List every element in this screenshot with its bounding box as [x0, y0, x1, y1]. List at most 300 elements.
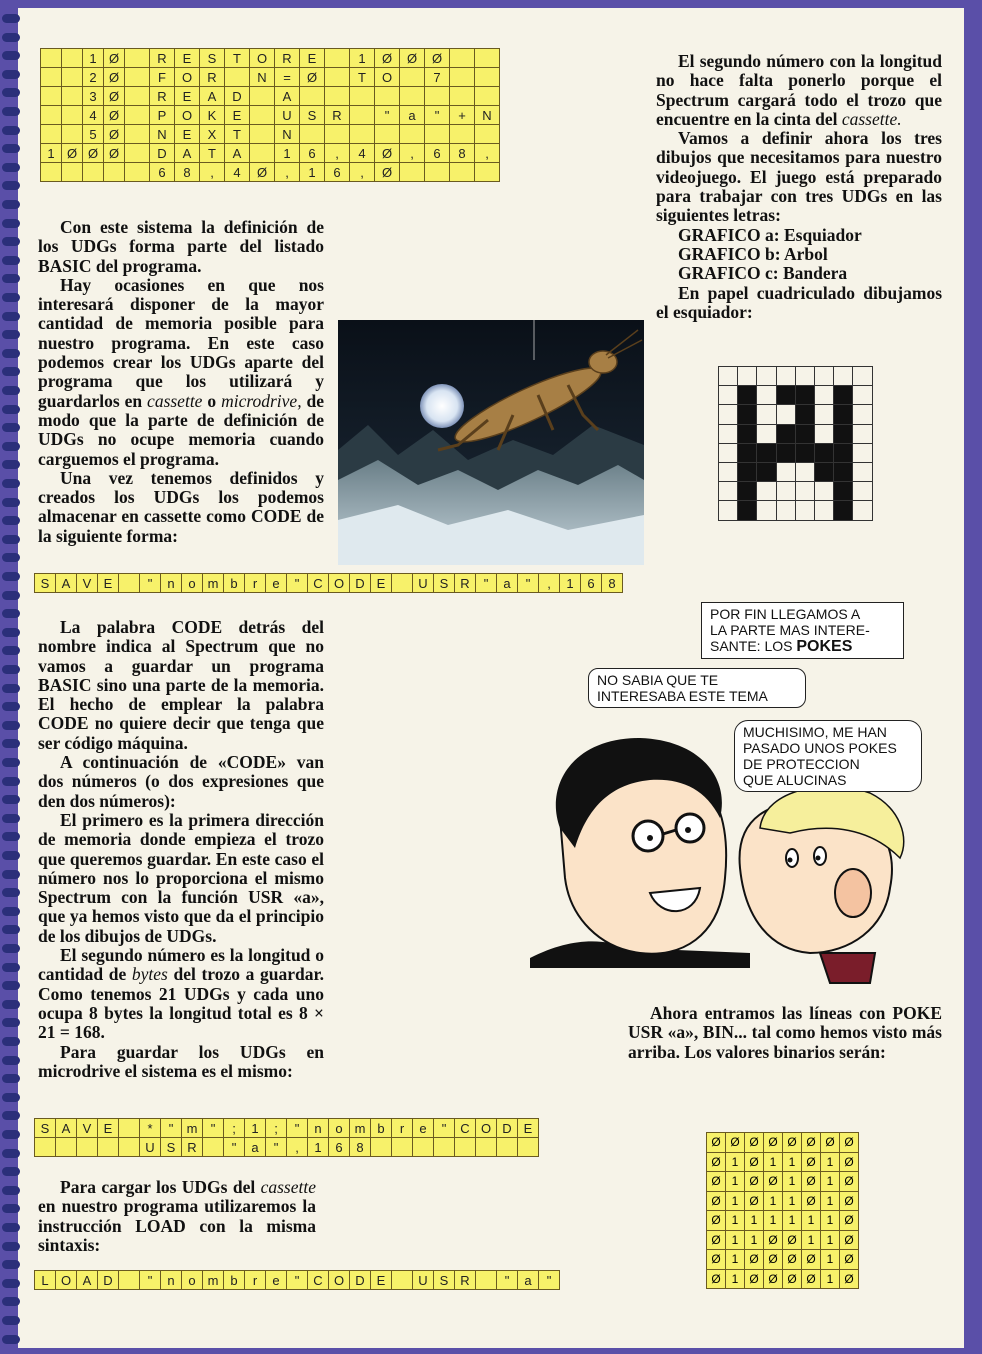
code-cell: e	[266, 574, 287, 593]
code-cell	[125, 106, 150, 125]
code-cell: 1	[308, 1138, 329, 1157]
binary-row	[707, 1133, 859, 1153]
binary-cell: 1	[726, 1211, 745, 1231]
binary-cell: Ø	[707, 1250, 726, 1270]
binary-row	[707, 1211, 859, 1231]
binary-cell: 1	[783, 1191, 802, 1211]
code-cell	[400, 125, 425, 144]
code-cell: Ø	[250, 163, 275, 182]
binary-cell: Ø	[745, 1269, 764, 1289]
code-cell	[125, 144, 150, 163]
binary-cell: 1	[745, 1230, 764, 1250]
code-cell: U	[140, 1138, 161, 1157]
code-cell: "	[375, 106, 400, 125]
spiral-coil	[2, 516, 20, 525]
grid-cell	[776, 424, 795, 443]
code-row	[35, 1271, 560, 1290]
code-cell: E	[175, 87, 200, 106]
code-cell: 6	[425, 144, 450, 163]
code-cell: Ø	[400, 49, 425, 68]
code-cell	[425, 125, 450, 144]
graphic-b-line: GRAFICO b: Arbol	[678, 243, 828, 264]
spiral-coil	[2, 405, 20, 414]
grid-cell	[814, 386, 833, 405]
code-cell: "	[203, 1119, 224, 1138]
code-cell: S	[200, 49, 225, 68]
code-cell: "	[287, 1119, 308, 1138]
code-cell	[450, 125, 475, 144]
code-cell: E	[175, 49, 200, 68]
code-cell: Ø	[104, 125, 125, 144]
grid-cell	[834, 462, 853, 481]
grid-cell	[757, 443, 776, 462]
right-column-text-2	[628, 1004, 942, 1062]
binary-values-table	[706, 1132, 859, 1289]
binary-cell: Ø	[802, 1152, 821, 1172]
spiral-coil	[2, 460, 20, 469]
code-cell	[119, 1271, 140, 1290]
code-cell: ,	[539, 574, 560, 593]
code-cell: E	[371, 574, 392, 593]
spiral-coil	[2, 832, 20, 841]
spiral-coil	[2, 1204, 20, 1213]
grid-cell	[795, 405, 814, 424]
binary-cell: Ø	[802, 1133, 821, 1153]
code-cell	[250, 144, 275, 163]
spiral-coil	[2, 1074, 20, 1083]
binary-cell: 1	[745, 1211, 764, 1231]
grid-cell	[834, 443, 853, 462]
binary-cell: Ø	[840, 1133, 859, 1153]
code-cell: E	[175, 125, 200, 144]
code-cell	[450, 68, 475, 87]
spiral-coil	[2, 646, 20, 655]
spiral-coil	[2, 1297, 20, 1306]
spiral-coil	[2, 1335, 20, 1344]
code-cell: 4	[350, 144, 375, 163]
code-cell: m	[182, 1119, 203, 1138]
code-cell: *	[140, 1119, 161, 1138]
code-cell: S	[434, 574, 455, 593]
code-cell	[413, 1138, 434, 1157]
code-cell	[125, 49, 150, 68]
code-cell	[41, 49, 62, 68]
code-cell: O	[175, 68, 200, 87]
binary-cell: Ø	[802, 1250, 821, 1270]
code-cell: U	[413, 574, 434, 593]
paragraph: Para guardar los UDGs en microdrive el sistema es el mismo:	[38, 1041, 324, 1081]
grid-cell	[834, 482, 853, 501]
code-cell: m	[203, 574, 224, 593]
code-cell: E	[225, 106, 250, 125]
code-cell: U	[413, 1271, 434, 1290]
code-cell: N	[250, 68, 275, 87]
code-cell	[475, 68, 500, 87]
spiral-coil	[2, 795, 20, 804]
code-cell	[425, 163, 450, 182]
code-cell: ;	[266, 1119, 287, 1138]
code-cell: A	[175, 144, 200, 163]
binary-cell: Ø	[821, 1133, 840, 1153]
binary-cell: 1	[821, 1191, 840, 1211]
binary-cell: Ø	[840, 1172, 859, 1192]
code-cell: o	[182, 1271, 203, 1290]
grid-cell	[795, 482, 814, 501]
spiral-coil	[2, 367, 20, 376]
grid-cell	[814, 462, 833, 481]
code-cell: O	[476, 1119, 497, 1138]
binary-cell: 1	[726, 1250, 745, 1270]
code-row	[35, 1119, 539, 1138]
code-cell: 3	[83, 87, 104, 106]
code-cell	[125, 87, 150, 106]
grid-cell	[853, 482, 872, 501]
spiral-coil	[2, 1000, 20, 1009]
code-cell	[392, 574, 413, 593]
code-cell: 1	[560, 574, 581, 593]
grasshopper-moon-illustration	[338, 320, 644, 565]
spiral-coil	[2, 702, 20, 711]
code-cell: Ø	[62, 144, 83, 163]
code-cell: n	[308, 1119, 329, 1138]
spiral-coil	[2, 1149, 20, 1158]
spiral-coil	[2, 888, 20, 897]
code-cell: 4	[83, 106, 104, 125]
spiral-coil	[2, 535, 20, 544]
code-cell: "	[224, 1138, 245, 1157]
code-cell: 1	[350, 49, 375, 68]
paragraph: Vamos a definir ahora los tres dibujos que necesitamos para nuestro videojuego. El juego está preparado para trabajar con tres UDGs en las siguientes letras:	[656, 128, 942, 226]
code-cell: "	[518, 574, 539, 593]
grid-cell	[776, 405, 795, 424]
grid-cell	[834, 386, 853, 405]
grid-cell	[776, 501, 795, 520]
grid-cell	[757, 462, 776, 481]
grid-cell	[814, 405, 833, 424]
code-cell	[300, 87, 325, 106]
code-cell: b	[224, 574, 245, 593]
code-cell: "	[161, 1119, 182, 1138]
grid-cell	[814, 443, 833, 462]
code-cell: Ø	[83, 144, 104, 163]
spiral-coil	[2, 181, 20, 190]
code-cell: ,	[475, 144, 500, 163]
code-row	[41, 87, 500, 106]
grid-cell	[776, 367, 795, 386]
code-cell: R	[325, 106, 350, 125]
code-cell: 1	[300, 163, 325, 182]
skier-udg-grid	[718, 366, 873, 521]
binary-cell: Ø	[840, 1250, 859, 1270]
binary-cell: Ø	[783, 1230, 802, 1250]
grid-cell	[853, 405, 872, 424]
binary-cell: Ø	[707, 1230, 726, 1250]
binary-cell: 1	[821, 1230, 840, 1250]
grid-cell	[738, 367, 757, 386]
code-cell: Ø	[104, 68, 125, 87]
code-cell: U	[275, 106, 300, 125]
binary-cell: Ø	[783, 1133, 802, 1153]
spiral-coil	[2, 1093, 20, 1102]
spiral-coil	[2, 739, 20, 748]
graphic-c-line: GRAFICO c: Bandera	[678, 263, 848, 284]
right-column-text-1	[656, 52, 942, 322]
spiral-coil	[2, 33, 20, 42]
code-cell: 1	[83, 49, 104, 68]
code-cell: Ø	[375, 163, 400, 182]
paragraph: Con este sistema la definición de los UDGs forma parte del listado BASIC del programa.	[38, 217, 324, 276]
grid-cell	[719, 405, 738, 424]
code-cell: A	[77, 1271, 98, 1290]
code-cell: D	[225, 87, 250, 106]
spiral-coil	[2, 1111, 20, 1120]
code-cell: R	[455, 574, 476, 593]
code-cell: A	[56, 574, 77, 593]
code-cell	[325, 68, 350, 87]
code-cell	[450, 163, 475, 182]
code-cell: ,	[275, 163, 300, 182]
binary-row	[707, 1269, 859, 1289]
code-cell	[371, 1138, 392, 1157]
grid-cell	[814, 501, 833, 520]
grid-cell	[719, 443, 738, 462]
code-cell: R	[200, 68, 225, 87]
code-cell: n	[161, 1271, 182, 1290]
binary-cell: 1	[821, 1211, 840, 1231]
code-cell	[400, 68, 425, 87]
code-cell: A	[56, 1119, 77, 1138]
code-cell	[125, 68, 150, 87]
code-cell	[476, 1138, 497, 1157]
spiral-coil	[2, 51, 20, 60]
grid-cell	[795, 367, 814, 386]
code-cell: ,	[287, 1138, 308, 1157]
spiral-coil	[2, 107, 20, 116]
code-cell: C	[455, 1119, 476, 1138]
paragraph: El segundo número con la longitud no hace falta ponerlo porque el Spectrum cargará todo el trozo que encuentre en la cinta del cassette.	[656, 51, 942, 129]
code-cell	[518, 1138, 539, 1157]
code-cell: E	[98, 574, 119, 593]
code-cell	[203, 1138, 224, 1157]
code-cell: T	[200, 144, 225, 163]
spiral-coil	[2, 144, 20, 153]
spiral-coil	[2, 256, 20, 265]
binary-cell: Ø	[745, 1191, 764, 1211]
code-cell: A	[200, 87, 225, 106]
grid-cell	[795, 501, 814, 520]
grid-cell	[719, 424, 738, 443]
code-cell: O	[175, 106, 200, 125]
binary-cell: Ø	[745, 1133, 764, 1153]
code-cell: A	[275, 87, 300, 106]
code-cell: O	[250, 49, 275, 68]
grid-cell	[757, 501, 776, 520]
binary-cell: Ø	[726, 1133, 745, 1153]
code-cell: E	[98, 1119, 119, 1138]
binary-cell: Ø	[707, 1191, 726, 1211]
code-cell	[41, 163, 62, 182]
spiral-coil	[2, 163, 20, 172]
binary-cell: 1	[726, 1152, 745, 1172]
code-cell: r	[392, 1119, 413, 1138]
code-cell: ,	[350, 163, 375, 182]
code-row	[41, 49, 500, 68]
code-cell	[225, 68, 250, 87]
code-cell: S	[434, 1271, 455, 1290]
code-cell	[425, 87, 450, 106]
code-cell: 5	[83, 125, 104, 144]
spiral-coil	[2, 907, 20, 916]
grid-cell	[776, 443, 795, 462]
code-cell: O	[56, 1271, 77, 1290]
binary-row	[707, 1230, 859, 1250]
binary-cell: Ø	[707, 1211, 726, 1231]
grid-cell	[738, 501, 757, 520]
spiral-coil	[2, 442, 20, 451]
grid-cell	[719, 386, 738, 405]
code-cell	[125, 125, 150, 144]
code-cell: Ø	[104, 106, 125, 125]
code-cell: 6	[150, 163, 175, 182]
left-column-text-1	[38, 218, 324, 546]
code-row	[41, 125, 500, 144]
code-cell: Ø	[104, 87, 125, 106]
spiral-coil	[2, 312, 20, 321]
code-cell	[400, 163, 425, 182]
grid-cell	[738, 482, 757, 501]
spiral-coil	[2, 349, 20, 358]
speech-bubble-3: MUCHISIMO, ME HAN PASADO UNOS POKES DE PROTECCION QUE ALUCINAS	[734, 720, 922, 792]
grid-cell	[757, 405, 776, 424]
code-cell	[62, 125, 83, 144]
code-cell: Ø	[104, 144, 125, 163]
spiral-coil	[2, 1279, 20, 1288]
paragraph: El segundo número es la longitud o cantidad de bytes del trozo a guardar. Como tenemos 21 UDGs y cada uno ocupa 8 bytes la longitud total es 8 × 21 = 168.	[38, 945, 324, 1043]
code-cell: X	[200, 125, 225, 144]
code-cell: D	[98, 1271, 119, 1290]
grid-cell	[834, 367, 853, 386]
binary-cell: 1	[821, 1269, 840, 1289]
code-cell: "	[266, 1138, 287, 1157]
binary-cell: 1	[802, 1230, 821, 1250]
code-cell	[41, 106, 62, 125]
code-cell	[250, 106, 275, 125]
code-cell	[104, 163, 125, 182]
code-cell: b	[371, 1119, 392, 1138]
code-cell	[250, 125, 275, 144]
grid-cell	[719, 482, 738, 501]
code-cell: e	[413, 1119, 434, 1138]
binary-cell: 1	[726, 1230, 745, 1250]
binary-row	[707, 1250, 859, 1270]
code-cell	[475, 125, 500, 144]
spiral-coil	[2, 1167, 20, 1176]
code-cell: r	[245, 1271, 266, 1290]
code-cell: T	[225, 49, 250, 68]
graphic-a-line: GRAFICO a: Esquiador	[678, 224, 862, 245]
code-cell	[41, 68, 62, 87]
code-cell: a	[400, 106, 425, 125]
spiral-coil	[2, 386, 20, 395]
spiral-coil	[2, 758, 20, 767]
binary-cell: Ø	[707, 1172, 726, 1192]
grid-cell	[719, 501, 738, 520]
code-cell: L	[35, 1271, 56, 1290]
code-cell: 8	[602, 574, 623, 593]
code-cell: C	[308, 1271, 329, 1290]
code-cell	[450, 87, 475, 106]
code-cell: 7	[425, 68, 450, 87]
code-cell: V	[77, 1119, 98, 1138]
code-cell: e	[266, 1271, 287, 1290]
spiral-binding	[0, 0, 22, 1354]
code-cell: "	[497, 1271, 518, 1290]
code-cell	[300, 125, 325, 144]
binary-cell: 1	[802, 1211, 821, 1231]
code-cell	[119, 1138, 140, 1157]
code-cell	[325, 87, 350, 106]
grid-cell	[776, 462, 795, 481]
code-cell: T	[225, 125, 250, 144]
code-row	[41, 106, 500, 125]
spiral-coil	[2, 591, 20, 600]
binary-row	[707, 1152, 859, 1172]
spiral-coil	[2, 126, 20, 135]
grid-cell	[834, 501, 853, 520]
paragraph: Una vez tenemos definidos y creados los UDGs los podemos almacenar en cassette como CODE de la siguiente forma:	[38, 467, 324, 546]
grid-cell	[853, 462, 872, 481]
code-cell: K	[200, 106, 225, 125]
binary-cell: Ø	[802, 1172, 821, 1192]
code-cell: Ø	[375, 144, 400, 163]
speech-bubble-1: POR FIN LLEGAMOS A LA PARTE MAS INTERE- SANTE: LOS POKES	[701, 602, 904, 659]
code-cell: Ø	[375, 49, 400, 68]
grid-cell	[834, 405, 853, 424]
code-cell: D	[350, 1271, 371, 1290]
code-row	[41, 163, 500, 182]
spiral-coil	[2, 777, 20, 786]
code-cell: D	[150, 144, 175, 163]
code-cell: V	[77, 574, 98, 593]
code-cell	[455, 1138, 476, 1157]
code-cell: r	[245, 574, 266, 593]
code-cell	[392, 1271, 413, 1290]
paragraph: La palabra CODE detrás del nombre indica al Spectrum que no vamos a guardar un programa BASIC sino una parte de la memoria. El hecho de emplear la palabra CODE no quiere decir que tenga que ser código máquina.	[38, 617, 324, 753]
grid-cell	[757, 367, 776, 386]
code-cell: "	[476, 574, 497, 593]
spiral-coil	[2, 944, 20, 953]
code-cell	[497, 1138, 518, 1157]
grid-cell	[814, 482, 833, 501]
grid-cell	[814, 367, 833, 386]
code-row	[41, 144, 500, 163]
binary-cell: Ø	[802, 1191, 821, 1211]
code-cell	[62, 106, 83, 125]
spiral-coil	[2, 665, 20, 674]
binary-cell: 1	[821, 1172, 840, 1192]
grid-cell	[853, 443, 872, 462]
spiral-coil	[2, 628, 20, 637]
binary-cell: Ø	[745, 1250, 764, 1270]
code-cell: O	[375, 68, 400, 87]
grid-cell	[795, 386, 814, 405]
code-cell: S	[35, 574, 56, 593]
grid-cell	[738, 424, 757, 443]
binary-cell: Ø	[745, 1152, 764, 1172]
code-cell: a	[245, 1138, 266, 1157]
code-cell: "	[425, 106, 450, 125]
spiral-coil	[2, 1186, 20, 1195]
